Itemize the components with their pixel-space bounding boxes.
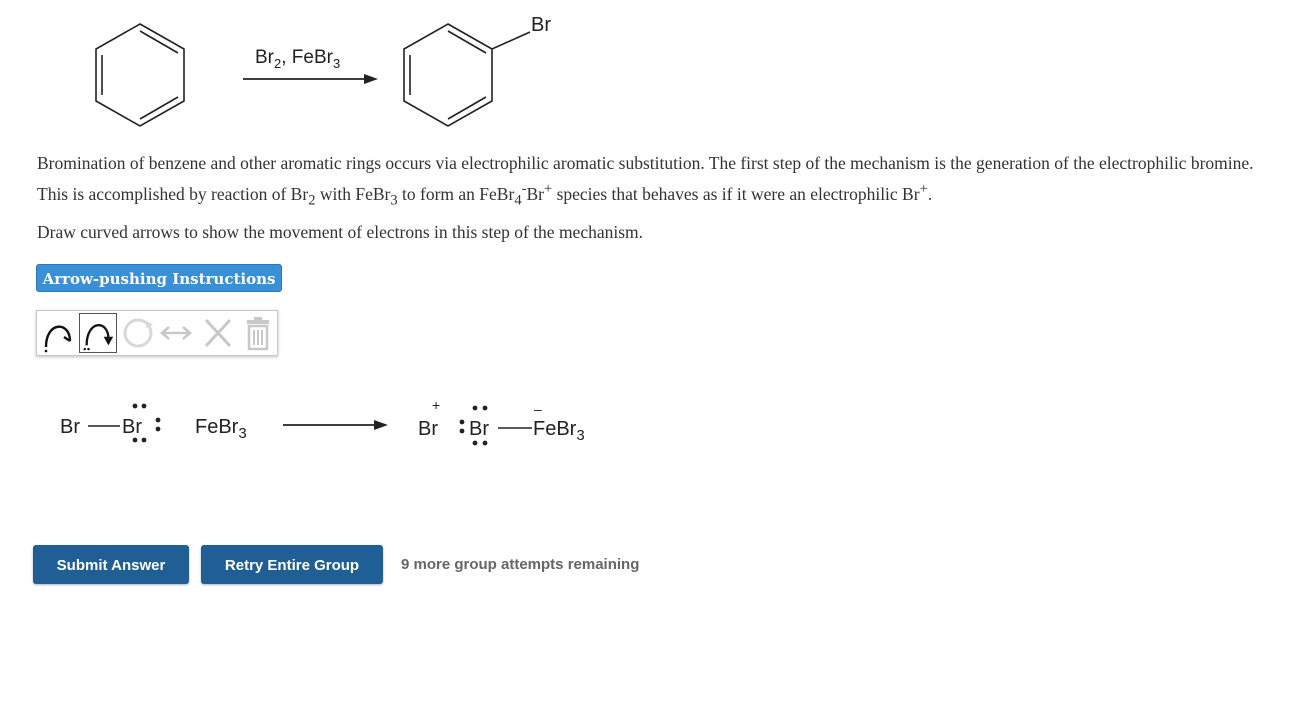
arrow-pushing-instructions-button[interactable]: Arrow-pushing Instructions	[36, 264, 282, 292]
submit-answer-button[interactable]: Submit Answer	[33, 545, 189, 584]
svg-text:FeBr3: FeBr$_3$	[533, 418, 585, 444]
reaction-scheme	[0, 0, 1311, 140]
mechanism-step	[0, 390, 700, 470]
mechanism-description: Bromination of benzene and other aromatic rings occurs via electrophilic aromatic substitution. The first step of the mechanism is the generation of the electrophilic bromine. This is accomplished by reaction of $Br_2$ with FeBr$_3$ to form an FeBr$_4$-Br+ species that behaves as if it were an electrophilic Br+.	[37, 153, 1254, 209]
benzene-structure	[96, 24, 184, 126]
product-febr4-anion	[460, 401, 585, 445]
svg-text:Br: Br	[418, 418, 438, 440]
svg-text:FeBr3: FeBr$_3$	[195, 416, 247, 442]
reaction-arrow	[243, 74, 378, 84]
svg-text:+: +	[432, 397, 441, 413]
svg-text:Br: Br	[469, 418, 489, 440]
svg-text:Br: Br	[60, 416, 80, 438]
trash-icon[interactable]	[241, 313, 275, 353]
bromobenzene-structure	[404, 24, 530, 126]
reaction-reagents: $Br_2$, FeBr$_3$	[255, 47, 341, 71]
single-electron-arrow-icon[interactable]	[40, 313, 78, 353]
electron-pair-arrow-icon[interactable]	[79, 313, 117, 353]
attempts-remaining-text: 9 more group attempts remaining	[401, 556, 640, 573]
product-br-cation	[418, 397, 440, 440]
drawing-toolbar	[36, 310, 278, 356]
retry-entire-group-button[interactable]: Retry Entire Group	[201, 545, 383, 584]
reactant-febr3	[195, 416, 247, 442]
reactant-br2	[60, 404, 160, 443]
question-prompt: Draw curved arrows to show the movement of electrons in this step of the mechanism.	[37, 222, 644, 242]
mechanism-arrow	[283, 420, 388, 430]
bromine-substituent: Br	[531, 14, 551, 36]
close-icon[interactable]	[200, 313, 236, 353]
resonance-arrow-icon[interactable]	[157, 313, 195, 353]
svg-text:–: –	[534, 401, 542, 417]
rotate-icon[interactable]	[120, 313, 156, 353]
svg-text:Br: Br	[122, 416, 142, 438]
